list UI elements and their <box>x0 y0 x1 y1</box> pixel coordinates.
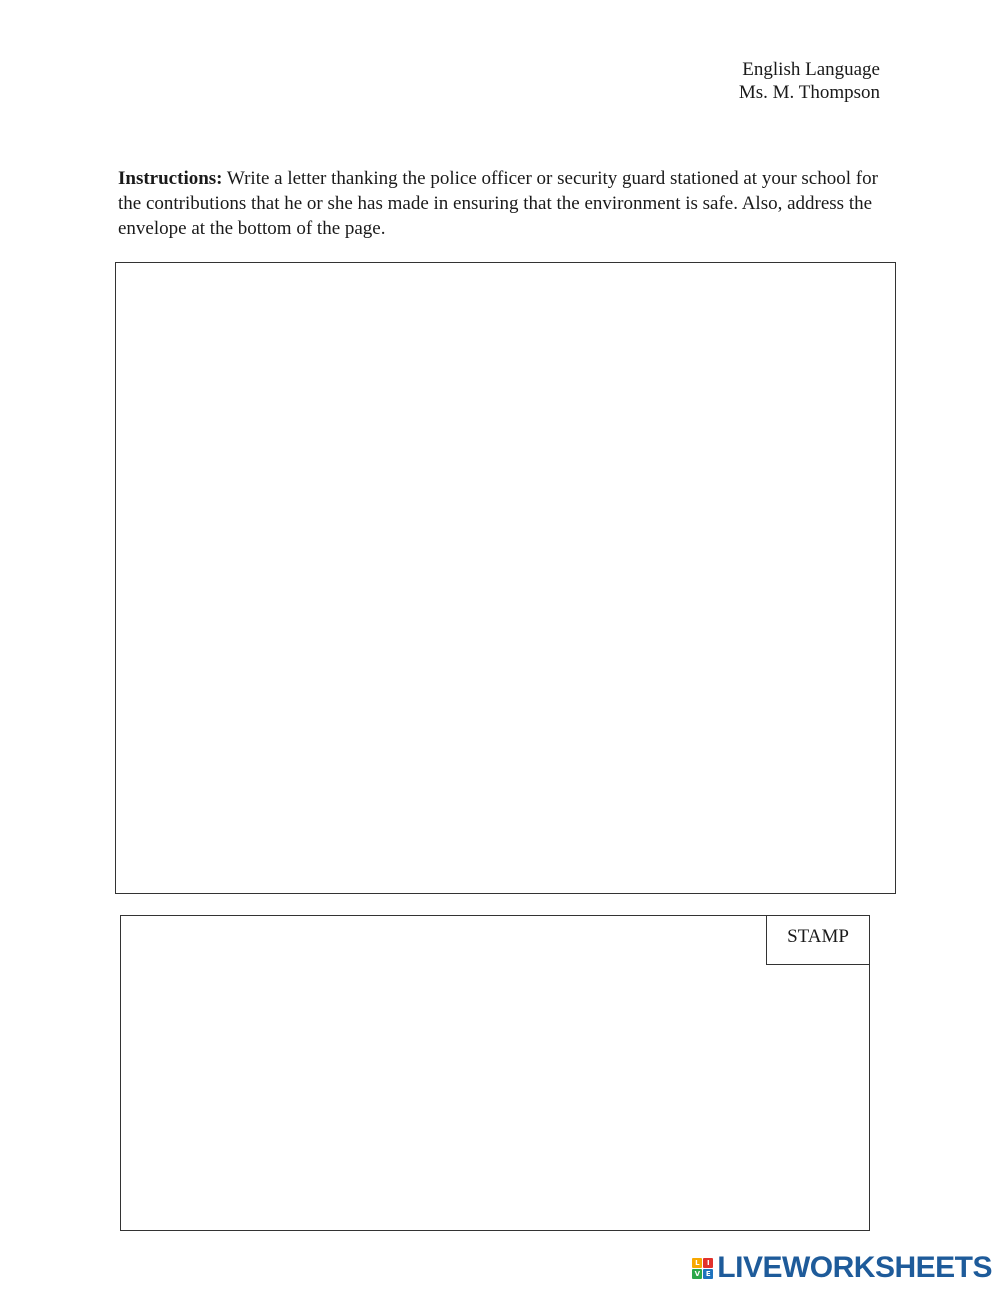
live-grid-icon <box>692 1258 713 1279</box>
brand-name: LIVEWORKSHEETS <box>717 1251 992 1284</box>
stamp-box: STAMP <box>766 915 870 965</box>
envelope-area[interactable] <box>120 915 870 1231</box>
document-header <box>739 58 880 104</box>
instructions-label: Instructions: <box>118 168 223 189</box>
teacher-name: Ms. M. Thompson <box>738 82 880 103</box>
liveworksheets-logo <box>692 1251 992 1285</box>
letter-writing-area[interactable] <box>115 262 896 894</box>
subject-label: English Language <box>742 59 880 80</box>
logo-letter-v: V <box>692 1269 702 1279</box>
instructions-text: Write a letter thanking the police officer or security guard stationed at your school for the contributions that he or she has made in ensuring that the environment is safe. Also, address the envelope at the bottom of the page. <box>118 168 878 239</box>
logo-letter-l: L <box>692 1258 702 1268</box>
logo-letter-i: I <box>703 1258 713 1268</box>
logo-letter-e: E <box>703 1269 713 1279</box>
instructions-paragraph <box>118 166 888 241</box>
